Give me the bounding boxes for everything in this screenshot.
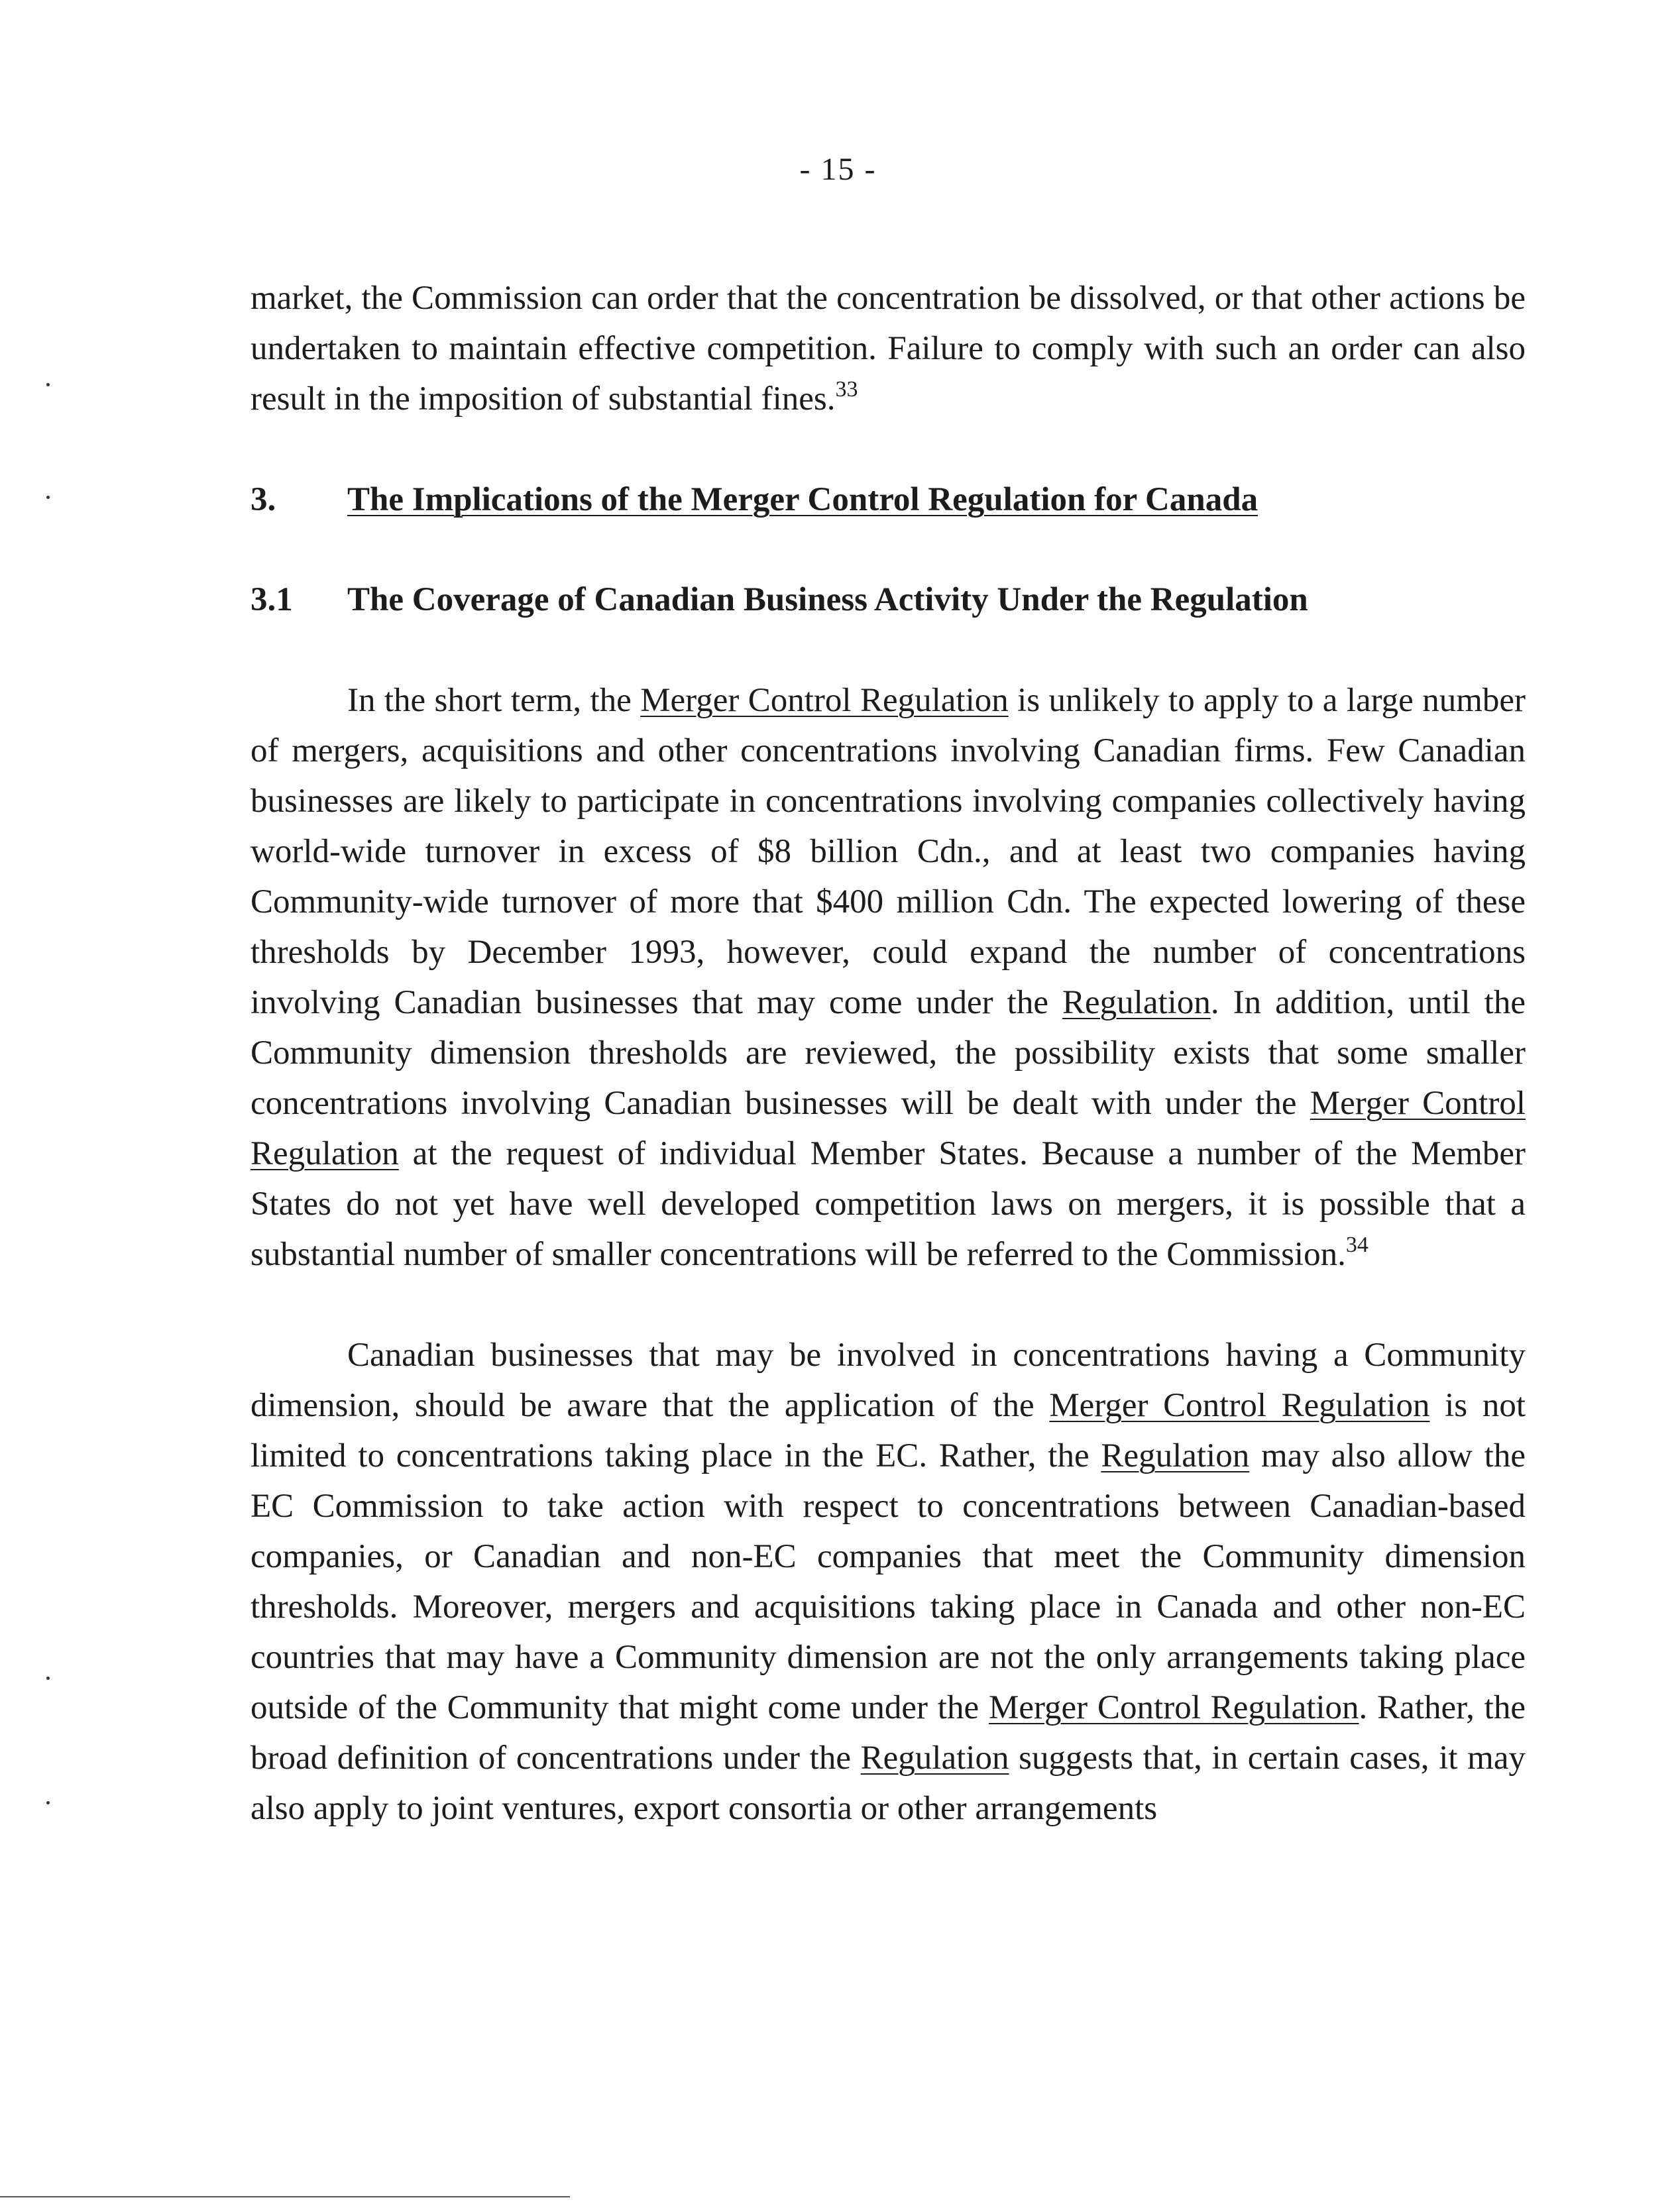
scan-speck: [46, 496, 50, 499]
paragraph-continuation: [251, 273, 1526, 424]
footnote-ref-34: 34: [1345, 1233, 1369, 1257]
underlined-term: Merger Control Regulation: [640, 682, 1009, 719]
document-body: [251, 273, 1526, 1834]
section-title: The Implications of the Merger Control Regulation for Canada: [347, 481, 1258, 518]
text-run: may also allow the EC Commission to take action with respect to concentrations between Canadian-based companies, or Canadian and non-EC companies that meet the Community dimension thresholds. Moreover, mergers and acquisitions taking place in Canada and other non-EC countries that may have a Community dimension are not the only arrangements taking place outside of the Community that might come under the: [251, 1437, 1526, 1726]
section-heading-3: [251, 474, 1526, 525]
paragraph-text: market, the Commission can order that the concentration be dissolved, or that other actions be undertaken to maintain effective competition. Failure to comply with such an order can also result in the imposition of substantial fines.: [251, 280, 1526, 417]
section-number: 3.: [251, 481, 276, 518]
underlined-term: Regulation: [1101, 1437, 1250, 1474]
text-run: In the short term, the: [347, 682, 641, 719]
paragraph-canadian-businesses: [251, 1330, 1526, 1834]
underlined-term: Merger Control Regulation: [989, 1689, 1359, 1726]
underlined-term: Regulation: [1062, 984, 1211, 1021]
section-heading-3-1: [251, 575, 1526, 625]
subsection-title: The Coverage of Canadian Business Activity Under the Regulation: [347, 581, 1308, 618]
scan-speck: [46, 1801, 50, 1804]
text-run: . Rather, the broad definition of concentrations under the: [251, 1689, 1526, 1777]
text-run: at the request of individual Member States. Because a number of the Member States do not yet have well developed competition laws on mergers, it is possible that a substantial number of smaller concentrations will be referred to the Commission.: [251, 1135, 1526, 1273]
page-number: - 15 -: [799, 152, 877, 187]
underlined-term: Regulation: [860, 1740, 1009, 1777]
underlined-term: Merger Control Regulation: [251, 1085, 1526, 1172]
text-run: is not limited to concentrations taking place in the EC. Rather, the: [251, 1387, 1526, 1474]
text-run: . In addition, until the Community dimension thresholds are reviewed, the possibility exists that some smaller concentrations involving Canadian businesses will be dealt with under the: [251, 984, 1526, 1122]
underlined-term: Merger Control Regulation: [1049, 1387, 1430, 1424]
text-run: is unlikely to apply to a large number of mergers, acquisitions and other concentrations involving Canadian firms. Few Canadian businesses are likely to participate in concentrations involving companies collectively having world-wide turnover in excess of $8 billion Cdn., and at least two companies having Community-wide turnover of more that $400 million Cdn. The expected lowering of these thresholds by December 1993, however, could expand the number of concentrations involving Canadian businesses that may come under the: [251, 682, 1526, 1021]
scan-speck: [46, 383, 50, 386]
subsection-number: 3.1: [251, 581, 293, 618]
footnote-ref-33: 33: [835, 377, 858, 402]
text-run: suggests that, in certain cases, it may also apply to joint ventures, export consortia or other arrangements: [251, 1740, 1526, 1827]
paragraph-coverage: [251, 675, 1526, 1280]
scan-speck: [46, 1677, 50, 1680]
bottom-scan-rule: [0, 2196, 570, 2197]
text-run: Canadian businesses that may be involved in concentrations having a Community dimension, should be aware that the application of the: [251, 1337, 1526, 1424]
